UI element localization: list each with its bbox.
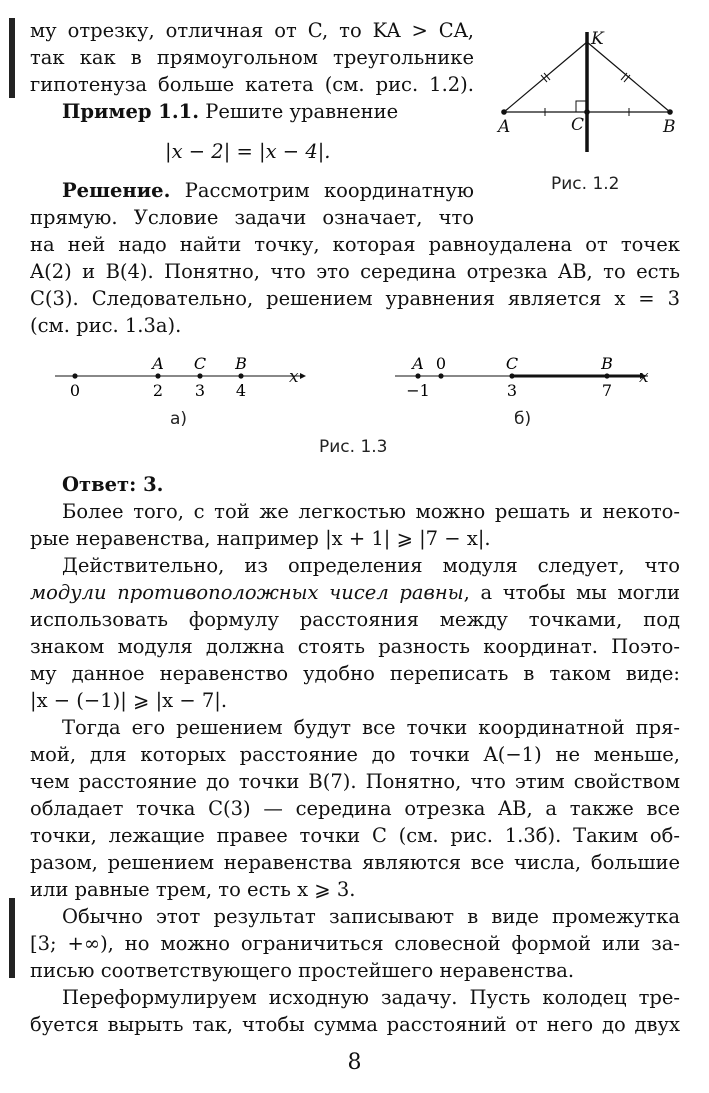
text-line: Тогда его решением будут все точки координатной пря- bbox=[62, 716, 680, 739]
line-a-label: B bbox=[235, 354, 247, 373]
line-a-label: A bbox=[152, 354, 164, 373]
label-c: C bbox=[571, 115, 585, 135]
margin-bar-top bbox=[9, 18, 15, 98]
solution-heading bbox=[62, 178, 474, 204]
text-line: Обычно этот результат записывают в виде промежутка bbox=[62, 905, 680, 928]
axis-label-a: x bbox=[289, 367, 299, 387]
subcaption-b: б) bbox=[514, 409, 532, 429]
text-line: му отрезку, отличная от C, то KA > CA, bbox=[30, 19, 474, 42]
line-a-value: 3 bbox=[194, 381, 206, 400]
hyp-ka bbox=[504, 42, 587, 112]
text-line: [3; +∞), но можно ограничиться словесной формой или за- bbox=[30, 932, 680, 955]
line-b-label: C bbox=[505, 354, 519, 373]
line-a-value: 0 bbox=[69, 381, 81, 400]
line-a-point bbox=[238, 373, 243, 378]
axis-label-b: x bbox=[639, 367, 649, 387]
figure-1-3-caption: Рис. 1.3 bbox=[319, 437, 388, 457]
text-line: прямую. Условие задачи означает, что bbox=[30, 206, 474, 229]
line-a-point bbox=[155, 373, 160, 378]
text-line: чем расстояние до точки B(7). Понятно, что этим свойством bbox=[30, 770, 680, 793]
line-a-value: 4 bbox=[235, 381, 247, 400]
line-b-value: 3 bbox=[506, 381, 518, 400]
text-line: или равные трем, то есть x ⩾ 3. bbox=[30, 878, 356, 901]
example-text: Решите уравнение bbox=[199, 100, 399, 123]
line-b-value: 7 bbox=[601, 381, 613, 400]
text-line: гипотенуза больше катета (см. рис. 1.2). bbox=[30, 73, 474, 96]
point-b bbox=[667, 109, 673, 115]
line-a-label: C bbox=[193, 354, 207, 373]
line-a-value: 2 bbox=[152, 381, 164, 400]
line-b-label: B bbox=[601, 354, 613, 373]
figure-1-3 bbox=[0, 345, 709, 415]
text-line: модули противоположных чисел равны, а чтобы мы могли bbox=[30, 581, 680, 604]
line-b-label: 0 bbox=[435, 354, 447, 373]
text-line: буется вырыть так, чтобы сумма расстояний от него до двух bbox=[30, 1013, 680, 1036]
line-b-label: A bbox=[412, 354, 424, 373]
text-line: Действительно, из определения модуля следует, что bbox=[62, 554, 680, 577]
figure-1-2 bbox=[490, 22, 690, 162]
equation: |x − 2| = |x − 4|. bbox=[165, 140, 331, 163]
line-b-point bbox=[604, 373, 609, 378]
page-number: 8 bbox=[347, 1050, 362, 1075]
line-b-point bbox=[415, 373, 420, 378]
text-line: рые неравенства, например |x + 1| ⩾ |7 − x|. bbox=[30, 527, 491, 550]
figure-1-2-caption: Рис. 1.2 bbox=[551, 174, 620, 194]
margin-bar-bottom bbox=[9, 898, 15, 978]
italic-phrase: модули противоположных чисел равны bbox=[30, 581, 464, 604]
line-b-value: −1 bbox=[406, 381, 430, 400]
label-k: K bbox=[591, 29, 604, 49]
text-line: Более того, с той же легкостью можно решать и некото- bbox=[62, 500, 680, 523]
solution-label: Решение. bbox=[62, 179, 171, 202]
text-line: C(3). Следовательно, решением уравнения является x = 3 bbox=[30, 287, 680, 310]
text-line: мой, для которых расстояние до точки A(−1) не меньше, bbox=[30, 743, 680, 766]
line-a-point bbox=[197, 373, 202, 378]
text-line: |x − (−1)| ⩾ |x − 7|. bbox=[30, 689, 228, 712]
text-line: (см. рис. 1.3а). bbox=[30, 314, 182, 337]
answer bbox=[62, 472, 680, 498]
subcaption-a: а) bbox=[170, 409, 188, 429]
text-line: на ней надо найти точку, которая равноудалена от точек bbox=[30, 233, 680, 256]
text-line: му данное неравенство удобно переписать в таком виде: bbox=[30, 662, 680, 685]
text-line: обладает точка C(3) — середина отрезка AB, а также все bbox=[30, 797, 680, 820]
point-a bbox=[501, 109, 507, 115]
solution-text: Рассмотрим координатную bbox=[170, 179, 474, 202]
text-line: писью соответствующего простейшего неравенства. bbox=[30, 959, 575, 982]
text-line: так как в прямоугольном треугольнике bbox=[30, 46, 474, 69]
text-line: Переформулируем исходную задачу. Пусть колодец тре- bbox=[62, 986, 680, 1009]
axis-a-arrow bbox=[300, 373, 306, 379]
label-b: B bbox=[663, 117, 676, 137]
text-line: A(2) и B(4). Понятно, что это середина отрезка AB, то есть bbox=[30, 260, 680, 283]
text-line: использовать формулу расстояния между точками, под bbox=[30, 608, 680, 631]
line-b-point bbox=[509, 373, 514, 378]
line-b-point bbox=[438, 373, 443, 378]
point-c bbox=[584, 109, 590, 115]
label-a: A bbox=[498, 117, 511, 137]
answer-label: Ответ: bbox=[62, 473, 137, 496]
example-heading bbox=[62, 99, 474, 125]
text-line: разом, решением неравенства являются все числа, большие bbox=[30, 851, 680, 874]
text-line: знаком модуля должна стоять разность координат. Поэто- bbox=[30, 635, 680, 658]
line-a-point bbox=[72, 373, 77, 378]
text-line: точки, лежащие правее точки C (см. рис. 1.3б). Таким об- bbox=[30, 824, 680, 847]
example-label: Пример 1.1. bbox=[62, 100, 199, 123]
answer-value: 3. bbox=[136, 473, 164, 496]
